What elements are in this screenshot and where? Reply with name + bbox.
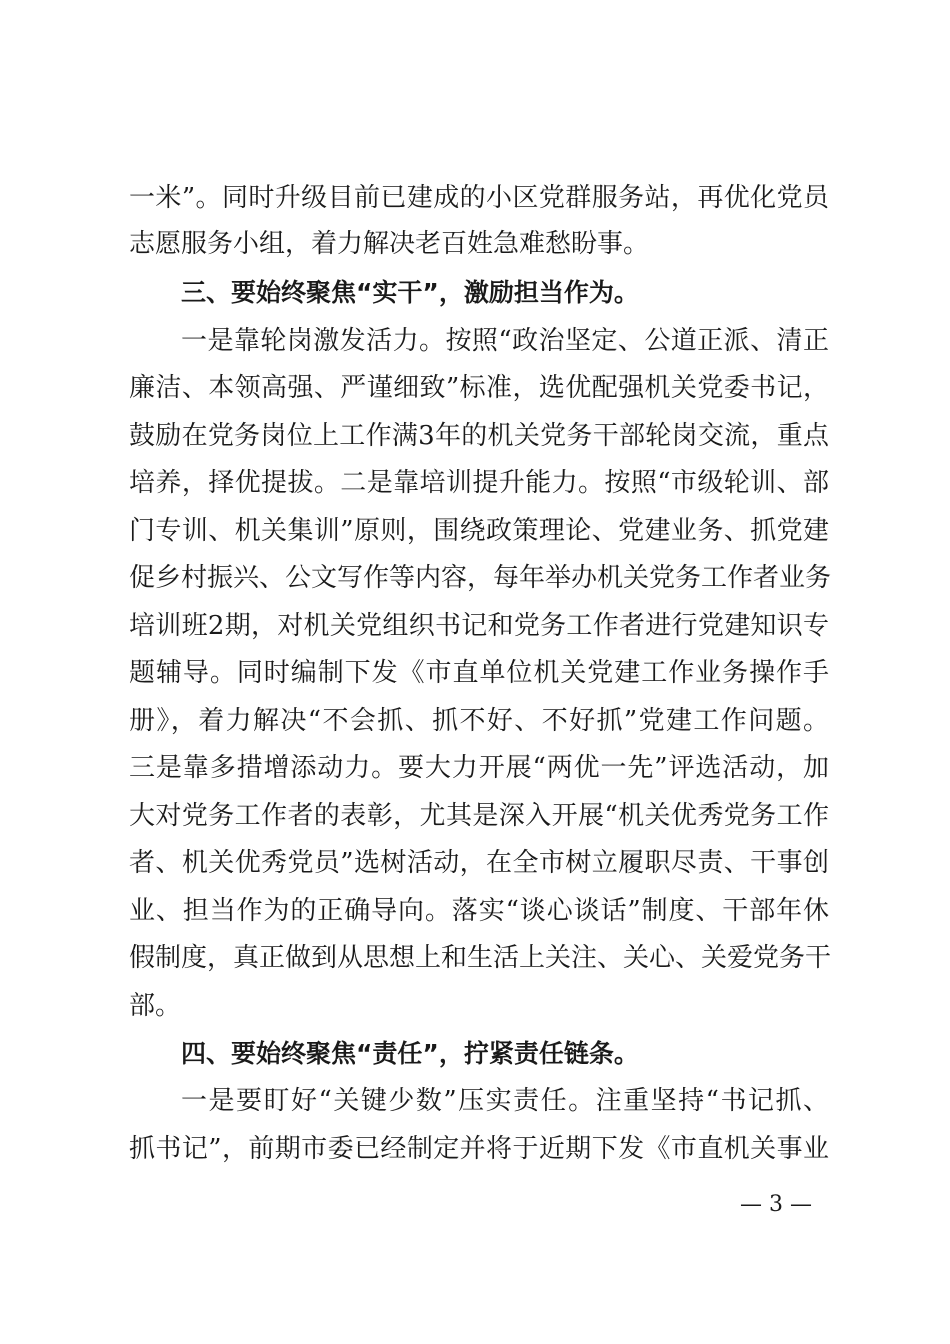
paragraph-line: 廉洁、本领高强、严谨细致”标准，选优配强机关党委书记， (129, 373, 829, 403)
page-number: — 3 — (740, 1192, 812, 1217)
paragraph-line: 促乡村振兴、公文写作等内容，每年举办机关党务工作者业务 (129, 563, 832, 593)
paragraph-line: 培养，择优提拔。二是靠培训提升能力。按照“市级轮训、部 (129, 468, 829, 498)
paragraph-line: 一是靠轮岗激发活力。按照“政治坚定、公道正派、清正 (181, 326, 829, 356)
paragraph-line: 鼓励在党务岗位上工作满3年的机关党务干部轮岗交流，重点 (129, 421, 829, 451)
paragraph-line: 部。 (129, 991, 182, 1021)
section-heading-3: 三、要始终聚焦“实干”，激励担当作为。 (181, 278, 639, 307)
paragraph-line: 题辅导。同时编制下发《市直单位机关党建工作业务操作手 (129, 658, 829, 688)
paragraph-line: 抓书记”，前期市委已经制定并将于近期下发《市直机关事业 (129, 1134, 829, 1164)
section-heading-4: 四、要始终聚焦“责任”，拧紧责任链条。 (181, 1039, 639, 1068)
paragraph-line: 册》，着力解决“不会抓、抓不好、不好抓”党建工作问题。 (129, 706, 829, 736)
paragraph-line: 大对党务工作者的表彰，尤其是深入开展“机关优秀党务工作 (129, 801, 829, 831)
paragraph-line: 者、机关优秀党员”选树活动，在全市树立履职尽责、干事创 (129, 848, 829, 878)
paragraph-line: 业、担当作为的正确导向。落实“谈心谈话”制度、干部年休 (129, 896, 829, 926)
paragraph-line: 门专训、机关集训”原则，围绕政策理论、党建业务、抓党建 (129, 516, 829, 546)
paragraph-line: 假制度，真正做到从思想上和生活上关注、关心、关爱党务干 (129, 943, 832, 973)
paragraph-line: 培训班2期，对机关党组织书记和党务工作者进行党建知识专 (129, 611, 829, 641)
paragraph-line: 志愿服务小组，着力解决老百姓急难愁盼事。 (129, 229, 650, 259)
paragraph-line: 一米”。同时升级目前已建成的小区党群服务站，再优化党员 (129, 183, 829, 213)
paragraph-line: 一是要盯好“关键少数”压实责任。注重坚持“书记抓、 (181, 1086, 829, 1116)
paragraph-line: 三是靠多措增添动力。要大力开展“两优一先”评选活动，加 (129, 753, 829, 783)
